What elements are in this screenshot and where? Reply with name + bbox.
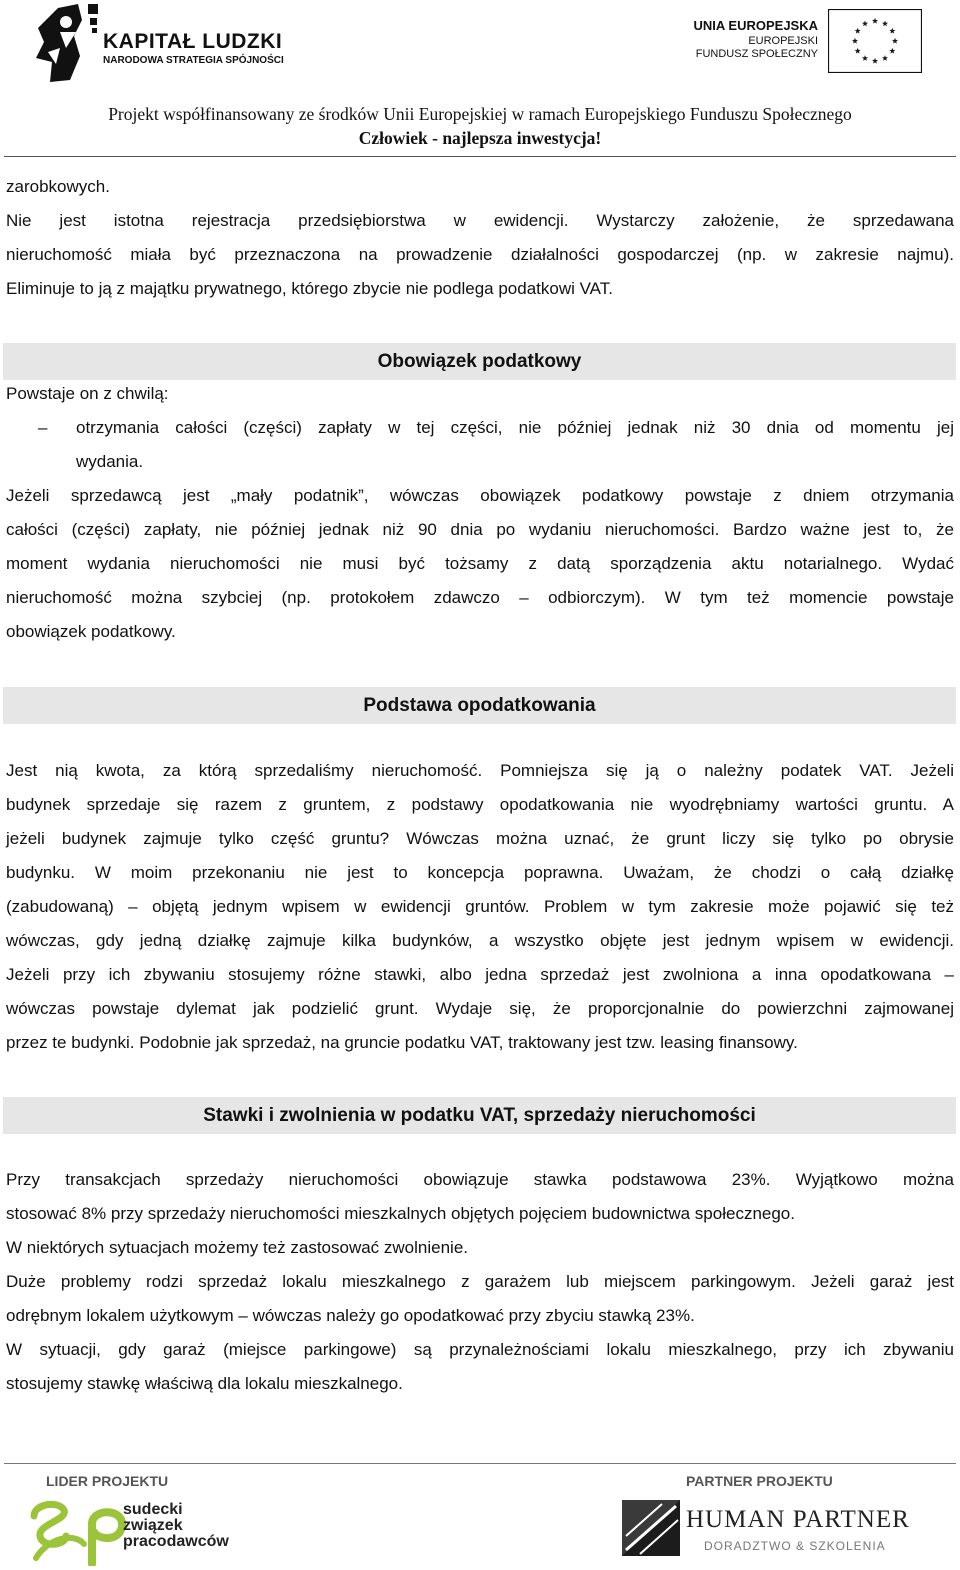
- eu-line-3: FUNDUSZ SPOŁECZNY: [695, 48, 818, 60]
- paragraph-exemption: [6, 1231, 954, 1265]
- text-line: moment wydania nieruchomości nie musi być tożsamy z datą sporządzenia aktu notarialnego. Wydać: [6, 554, 954, 573]
- text-line: Jest nią kwota, za którą sprzedaliśmy nieruchomość. Pomniejsza się ją o należny podatek VAT. Jeżeli: [6, 761, 954, 780]
- eu-fund-text: [694, 18, 818, 60]
- human-partner-subtitle: DORADZTWO & SZKOLENIA: [704, 1539, 886, 1553]
- dash-bullet-icon: –: [38, 418, 48, 437]
- heading-tax-base: Podstawa opodatkowania: [3, 687, 956, 724]
- text-line: wydania.: [76, 452, 144, 471]
- project-leader-label: LIDER PROJEKTU: [46, 1473, 169, 1489]
- kapital-ludzki-subtitle: NARODOWA STRATEGIA SPÓJNOŚCI: [103, 55, 284, 66]
- heading-vat-rates: Stawki i zwolnienia w podatku VAT, sprzedaży nieruchomości: [3, 1097, 956, 1134]
- human-partner-title: HUMAN PARTNER: [686, 1506, 910, 1533]
- text-line: Jeżeli sprzedawcą jest „mały podatnik”, wówczas obowiązek podatkowy powstaje z dniem otrzymania: [6, 486, 954, 505]
- text-line: przez te budynki. Podobnie jak sprzedaż, na gruncie podatku VAT, traktowany jest tzw. leasing finansowy.: [6, 1033, 798, 1052]
- project-cofinancing-line: Projekt współfinansowany ze środków Unii Europejskiej w ramach Europejskiego Funduszu Społecznego: [108, 104, 852, 124]
- text-line: Nie jest istotna rejestracja przedsiębiorstwa w ewidencji. Wystarczy założenie, że sprzedawana: [6, 211, 954, 230]
- heading-tax-obligation: Obowiązek podatkowy: [3, 343, 956, 380]
- text-line: obowiązek podatkowy.: [6, 622, 176, 641]
- szp-line-3: pracodawców: [123, 1533, 229, 1550]
- text-line: W sytuacji, gdy garaż (miejsce parkingowe) są przynależnościami lokalu mieszkalnego, przy ich zbywaniu: [6, 1340, 954, 1359]
- paragraph-registration: [6, 204, 954, 306]
- text-line: otrzymania całości (części) zapłaty w tej części, nie później jednak niż 30 dnia od momentu jej: [76, 418, 954, 437]
- page-header: [0, 0, 960, 160]
- text-line: stosować 8% przy sprzedaży nieruchomości mieszkalnych objętych pojęciem budownictwa społecznego.: [6, 1204, 795, 1223]
- text-line: W niektórych sytuacjach możemy też zastosować zwolnienie.: [6, 1238, 469, 1257]
- text-line: zarobkowych.: [6, 177, 110, 196]
- text-line: Powstaje on z chwilą:: [6, 384, 169, 403]
- text-line: Jeżeli przy ich zbywaniu stosujemy różne stawki, albo jedna sprzedaż jest zwolniona a inna opodatkowana –: [6, 965, 954, 984]
- text-line: jeżeli budynek zajmuje tylko część gruntu? Wówczas można uznać, że grunt liczy się tylko po obrysie: [6, 829, 954, 848]
- text-line: Przy transakcjach sprzedaży nieruchomości obowiązuje stawka podstawowa 23%. Wyjątkowo można: [6, 1170, 954, 1189]
- text-line: odrębnym lokalem użytkowym – wówczas należy go opodatkować przy zbyciu stawką 23%.: [6, 1306, 695, 1325]
- paragraph-small-taxpayer: [6, 479, 954, 649]
- paragraph-parking: [6, 1333, 954, 1401]
- szp-line-2: związek: [123, 1517, 183, 1534]
- list-item: [6, 411, 954, 479]
- szp-line-1: sudecki: [123, 1501, 183, 1518]
- project-slogan: Człowiek - najlepsza inwestycja!: [358, 128, 602, 148]
- text-line: nieruchomość miała być przeznaczona na prowadzenie działalności gospodarczej (np. w zakresie najmu).: [6, 245, 954, 264]
- text-line: Eliminuje to ją z majątku prywatnego, którego zbycie nie podlega podatkowi VAT.: [6, 279, 613, 298]
- text-line: (zabudowaną) – objętą jednym wpisem w ewidencji gruntów. Problem w tym zakresie może pojawić się też: [6, 897, 954, 916]
- szp-name: [123, 1502, 229, 1550]
- text-line: nieruchomość można szybciej (np. protokołem zdawczo – odbiorczym). W tym też momencie powstaje: [6, 588, 954, 607]
- footer-divider: [4, 1463, 956, 1464]
- kapital-ludzki-title: KAPITAŁ LUDZKI: [103, 30, 283, 53]
- eu-flag-icon: [828, 9, 922, 73]
- header-divider: [4, 156, 956, 157]
- eu-line-2: EUROPEJSKI: [748, 35, 818, 47]
- text-line: stosujemy stawkę właściwą dla lokalu mieszkalnego.: [6, 1374, 403, 1393]
- paragraph-continuation: [6, 170, 954, 204]
- paragraph-tax-base: [6, 754, 954, 1060]
- text-line: budynek sprzedaje się razem z gruntem, z podstawy opodatkowania nie wyodrębniamy wartości gruntu. A: [6, 795, 954, 814]
- project-partner-label: PARTNER PROJEKTU: [686, 1473, 833, 1489]
- text-line: całości (części) zapłaty, nie później jednak niż 90 dnia po wydaniu nieruchomości. Bardzo ważne jest to, że: [6, 520, 954, 539]
- text-line: wówczas powstaje dylemat jak podzielić grunt. Wydaje się, że proporcjonalnie do powierzchni zajmowanej: [6, 999, 954, 1018]
- eu-line-1: UNIA EUROPEJSKA: [693, 18, 818, 33]
- paragraph-rates: [6, 1163, 954, 1231]
- text-line: budynku. W moim przekonaniu nie jest to koncepcja poprawna. Uważam, że chodzi o całą działkę: [6, 863, 954, 882]
- list-item-text: [76, 411, 954, 479]
- paragraph-garage: [6, 1265, 954, 1333]
- text-line: wówczas, gdy jedną działkę zajmuje kilka budynków, a wszystko objęte jest jednym wpisem w ewidencji.: [6, 931, 954, 950]
- text-line: Duże problemy rodzi sprzedaż lokalu mieszkalnego z garażem lub miejscem parkingowym. Jeżeli garaż jest: [6, 1272, 954, 1291]
- paragraph-arises: [6, 377, 954, 411]
